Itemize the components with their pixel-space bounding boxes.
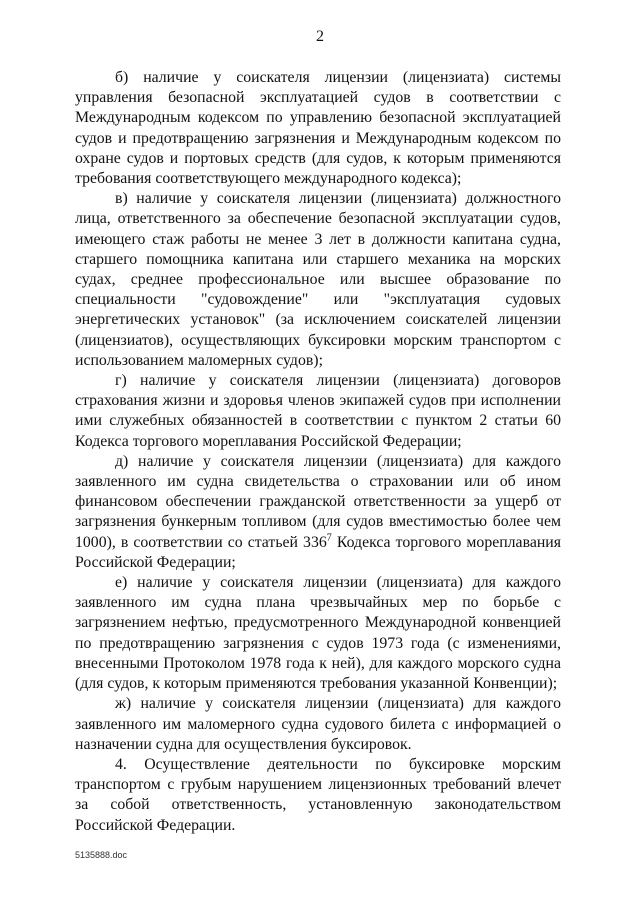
page-number: 2 — [316, 28, 324, 45]
paragraph-d — [75, 452, 561, 573]
article-superscript: 7 — [326, 532, 332, 544]
paragraph-zh: ж) наличие у соискателя лицензии (лицензиата) для каждого заявленного им маломерного судна судового билета с информацией о назначении судна для осуществления буксировок. — [75, 695, 561, 753]
paragraph-g: г) наличие у соискателя лицензии (лицензиата) договоров страхования жизни и здоровья членов экипажей судов при исполнении ими служебных обязанностей в соответствии с пунктом 2 статьи 60 Кодекса торгового мореплавания Российской Федерации; — [75, 372, 561, 450]
paragraph-4: 4. Осуществление деятельности по буксировке морским транспортом с грубым нарушением лицензионных требований влечет за собой ответственность, установленную законодательством Российской Федерации. — [75, 755, 561, 834]
document-code: 5135888.doc — [75, 850, 128, 860]
paragraph-v: в) наличие у соискателя лицензии (лицензиата) должностного лица, ответственного за обеспечение безопасной эксплуатации судов, имеющего стаж работы не менее 3 лет в должности капитана судна, старшего помощника капитана или старшего механика на морских судах, среднее профессиональное или высшее образование по специальности "судовождение" или "эксплуатация судовых энергетических установок" (за исключением соискателей лицензии (лицензиатов), осуществляющих буксировки морским транспортом с использованием маломерных судов); — [75, 190, 561, 369]
paragraph-d-text-before: д) наличие у соискателя лицензии (лицензиата) для каждого заявленного им судна свидетельства о страховании или об ином финансовом обеспечении гражданской ответственности за ущерб от загрязнения бункерным топливом (для судов вместимостью более чем 1000), в соответствии со статьей 336 — [75, 452, 561, 551]
paragraph-e: е) наличие у соискателя лицензии (лицензиата) для каждого заявленного им судна плана чрезвычайных мер по борьбе с загрязнением нефтью, предусмотренного Международной конвенцией по предотвращению загрязнения с судов 1973 года (с изменениями, внесенными Протоколом 1978 года к ней), для каждого морского судна (для судов, к которым применяются требования указанной Конвенции); — [75, 574, 561, 693]
paragraph-d-text-after: Кодекса торгового мореплавания Российской Федерации; — [75, 533, 562, 571]
paragraph-b: б) наличие у соискателя лицензии (лицензиата) системы управления безопасной эксплуатацией судов в соответствии с Международным кодексом по управлению безопасной эксплуатацией судов и предотвращению загрязнения и Международным кодексом по охране судов и портовых средств (для судов, к которым применяются требования соответствующего международного кодекса); — [75, 69, 561, 188]
document-body — [75, 68, 561, 836]
